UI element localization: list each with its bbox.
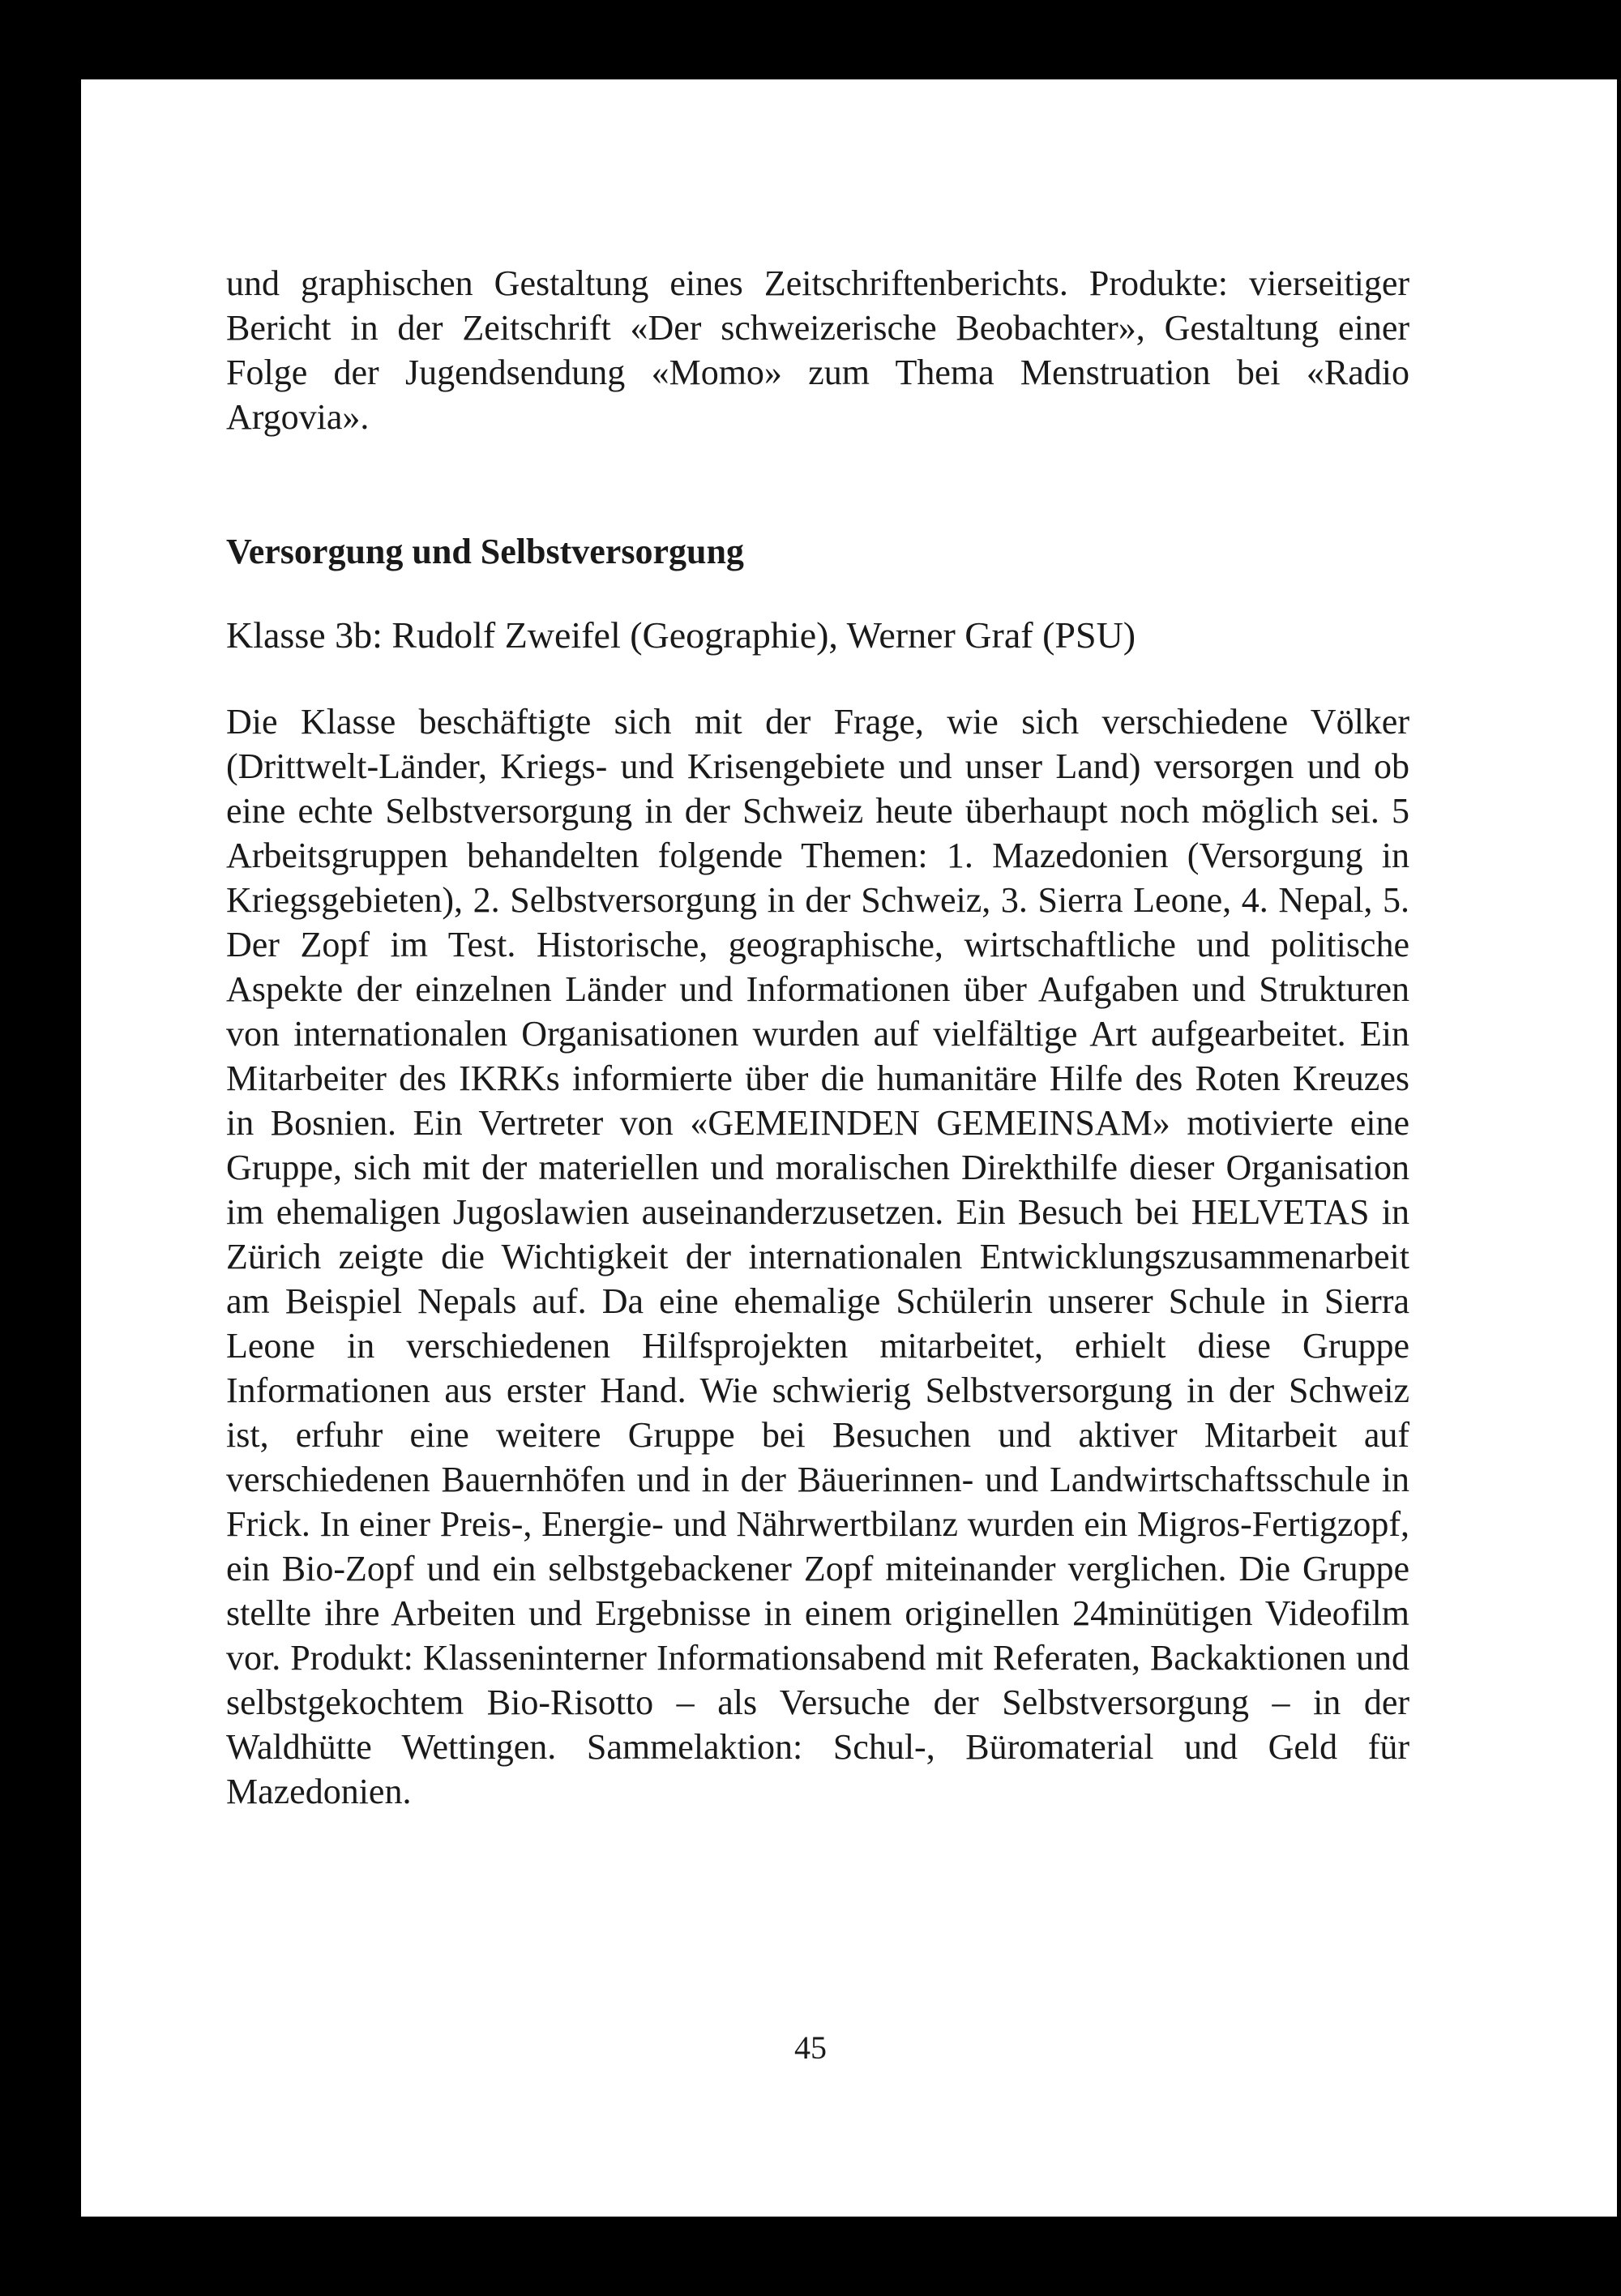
- class-info-line: Klasse 3b: Rudolf Zweifel (Geographie), Werner Graf (PSU): [226, 614, 1136, 656]
- body-paragraph: Die Klasse beschäftigte sich mit der Frage, wie sich verschiedene Völker (Drittwelt-Länder, Kriegs- und Krisengebiete und unser Land) versorgen und ob eine echte Selbstversorgung in der Schweiz heute überhaupt noch möglich sei. 5 Arbeitsgruppen behandelten folgende Themen: 1. Mazedonien (Versorgung in Kriegsgebieten), 2. Selbstversorgung in der Schweiz, 3. Sierra Leone, 4. Nepal, 5. Der Zopf im Test. Historische, geographische, wirtschaftliche und politische Aspekte der einzelnen Länder und Informationen über Aufgaben und Strukturen von internationalen Organisationen wurden auf vielfältige Art aufgearbeitet. Ein Mitarbeiter des IKRKs informierte über die humanitäre Hilfe des Roten Kreuzes in Bosnien. Ein Vertreter von «GEMEINDEN GEMEINSAM» motivierte eine Gruppe, sich mit der materiellen und moralischen Direkthilfe dieser Organisation im ehemaligen Jugoslawien auseinanderzusetzen. Ein Besuch bei HELVETAS in Zürich zeigte die Wichtigkeit der internationalen Entwicklungszusammenarbeit am Beispiel Nepals auf. Da eine ehemalige Schülerin unserer Schule in Sierra Leone in verschiedenen Hilfsprojekten mitarbeitet, erhielt diese Gruppe Informationen aus erster Hand. Wie schwierig Selbstversorgung in der Schweiz ist, erfuhr eine weitere Gruppe bei Besuchen und aktiver Mitarbeit auf verschiedenen Bauernhöfen und in der Bäuerinnen- und Landwirtschaftsschule in Frick. In einer Preis-, Energie- und Nährwertbilanz wurden ein Migros-Fertigzopf, ein Bio-Zopf und ein selbstgebackener Zopf miteinander verglichen. Die Gruppe stellte ihre Arbeiten und Ergebnisse in einem originellen 24minütigen Videofilm vor. Produkt: Klasseninterner Informationsabend mit Referaten, Backaktionen und selbstgekochtem Bio-Risotto – als Versuche der Selbstversorgung – in der Waldhütte Wettingen. Sammelaktion: Schul-, Büromaterial und Geld für Mazedonien.: [226, 702, 1409, 1811]
- section-heading: Versorgung und Selbstversorgung: [226, 532, 744, 571]
- page-number: 45: [794, 2029, 827, 2066]
- intro-paragraph: und graphischen Gestaltung eines Zeitschriftenberichts. Produkte: vierseitiger Bericht in der Zeitschrift «Der schweizerische Beobachter», Gestaltung einer Folge der Jugendsendung «Momo» zum Thema Menstruation bei «Radio Argovia».: [226, 263, 1409, 437]
